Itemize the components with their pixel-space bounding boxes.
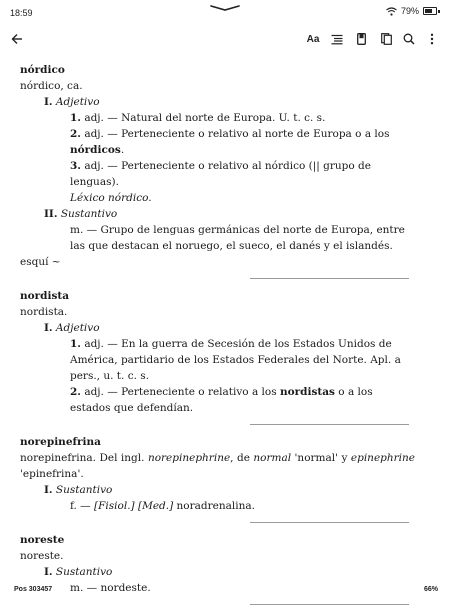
category-number: I. bbox=[44, 566, 53, 578]
battery-tip bbox=[438, 10, 440, 13]
entry-divider bbox=[250, 424, 409, 425]
font-settings-button[interactable]: Aa bbox=[306, 33, 320, 45]
etym-text: norepinefrina. Del ingl. bbox=[20, 452, 148, 464]
table-of-contents-button[interactable] bbox=[329, 29, 345, 49]
category-adjetivo bbox=[20, 94, 415, 110]
search-icon bbox=[403, 33, 415, 45]
sense-text-end: noradrenalina. bbox=[173, 500, 255, 512]
sense-number: 1. bbox=[70, 112, 81, 124]
sense-1 bbox=[20, 336, 415, 384]
sense-number: 1. bbox=[70, 338, 81, 350]
reader-toolbar bbox=[0, 24, 450, 54]
sense-text: adj. — En la guerra de Secesión de los Estados Unidos de América, partidario de los Estados Federales del Norte. Apl. a pers., u. t. c. s. bbox=[70, 338, 401, 382]
category-sustantivo bbox=[20, 482, 415, 498]
percent-read: 66% bbox=[423, 586, 438, 593]
status-bar bbox=[0, 0, 450, 24]
battery-icon bbox=[423, 7, 437, 15]
sense-text: adj. — Perteneciente o relativo a los bbox=[84, 386, 280, 398]
headword[interactable]: nordista bbox=[20, 290, 70, 302]
category-number: I. bbox=[44, 322, 53, 334]
category-number: I. bbox=[44, 96, 53, 108]
category-adjetivo bbox=[20, 320, 415, 336]
sense-m: m. — nordeste. bbox=[70, 582, 151, 594]
sense-text: f. — bbox=[70, 500, 95, 512]
sense-m: m. — Grupo de lenguas germánicas del norte de Europa, entre las que destacan el noruego, el sueco, el danés y el islandés. bbox=[70, 224, 405, 252]
sense-number: 3. bbox=[70, 160, 81, 172]
sense-f bbox=[20, 498, 415, 514]
entry-nordico bbox=[20, 62, 415, 270]
category-label: Sustantivo bbox=[60, 208, 118, 220]
sense-number: 2. bbox=[70, 128, 81, 140]
etym-text: , de bbox=[230, 452, 254, 464]
category-label: Adjetivo bbox=[55, 96, 100, 108]
sense-2 bbox=[20, 126, 415, 158]
sense-text-end: o a los estados que defendían. bbox=[70, 386, 373, 414]
toc-icon bbox=[331, 34, 343, 45]
sense-text: adj. — Perteneciente o relativo al nórdico (|| grupo de lenguas). bbox=[70, 160, 371, 188]
sense-bold-term: nórdicos bbox=[70, 144, 121, 156]
category-number: II. bbox=[44, 208, 58, 220]
sense-1 bbox=[20, 110, 415, 126]
headword[interactable]: norepinefrina bbox=[20, 436, 101, 448]
field-marks: [Fisiol.] [Med.] bbox=[94, 500, 174, 512]
sense-bold-term: nordistas bbox=[279, 386, 335, 398]
etym-text: 'epinefrina'. bbox=[20, 468, 84, 480]
bookmark-button[interactable] bbox=[354, 29, 368, 49]
category-label: Adjetivo bbox=[55, 322, 100, 334]
battery-percent: 79% bbox=[400, 6, 419, 16]
status-time: 18:59 bbox=[10, 8, 33, 18]
entry-nordista bbox=[20, 288, 415, 416]
reading-progress-footer bbox=[0, 576, 450, 600]
entry-forms: noreste. bbox=[20, 550, 64, 562]
compound-entry[interactable]: esquí ~ bbox=[20, 256, 61, 268]
etym-italic: epinephrine bbox=[350, 452, 415, 464]
sense-3 bbox=[20, 158, 415, 190]
entry-divider bbox=[250, 278, 409, 279]
notes-icon bbox=[381, 33, 392, 45]
sense-text: adj. — Perteneciente o relativo al norte de Europa o a los bbox=[84, 128, 390, 140]
entry-divider bbox=[250, 522, 409, 523]
more-vertical-icon bbox=[430, 33, 434, 45]
etym-italic: normal bbox=[253, 452, 292, 464]
entry-forms: nórdico, ca. bbox=[20, 80, 83, 92]
notes-button[interactable] bbox=[379, 29, 393, 49]
more-options-button[interactable] bbox=[427, 29, 437, 49]
entry-norepinefrina bbox=[20, 434, 415, 514]
headword[interactable]: noreste bbox=[20, 534, 65, 546]
back-button[interactable] bbox=[8, 29, 26, 49]
entry-forms: nordista. bbox=[20, 306, 68, 318]
search-button[interactable] bbox=[402, 29, 416, 49]
etym-italic: norepinephrine bbox=[147, 452, 231, 464]
wifi-icon bbox=[386, 7, 397, 16]
category-label: Sustantivo bbox=[55, 484, 113, 496]
sense-2 bbox=[20, 384, 415, 416]
lexico-link[interactable]: Léxico nórdico. bbox=[70, 192, 152, 204]
etymology bbox=[20, 450, 415, 482]
category-number: I. bbox=[44, 484, 53, 496]
category-sustantivo bbox=[20, 206, 415, 222]
category-label: Sustantivo bbox=[55, 566, 113, 578]
location-position[interactable]: Pos 303457 bbox=[14, 586, 53, 593]
headword[interactable]: nórdico bbox=[20, 64, 65, 76]
sense-text: adj. — Natural del norte de Europa. U. t. c. s. bbox=[84, 112, 326, 124]
etym-text: 'normal' y bbox=[291, 452, 351, 464]
sense-number: 2. bbox=[70, 386, 81, 398]
status-indicators bbox=[386, 6, 440, 16]
sense-text-end: . bbox=[120, 144, 125, 156]
arrow-left-icon bbox=[11, 33, 23, 45]
bookmark-icon bbox=[357, 33, 366, 45]
pull-down-handle-icon[interactable] bbox=[209, 4, 241, 12]
